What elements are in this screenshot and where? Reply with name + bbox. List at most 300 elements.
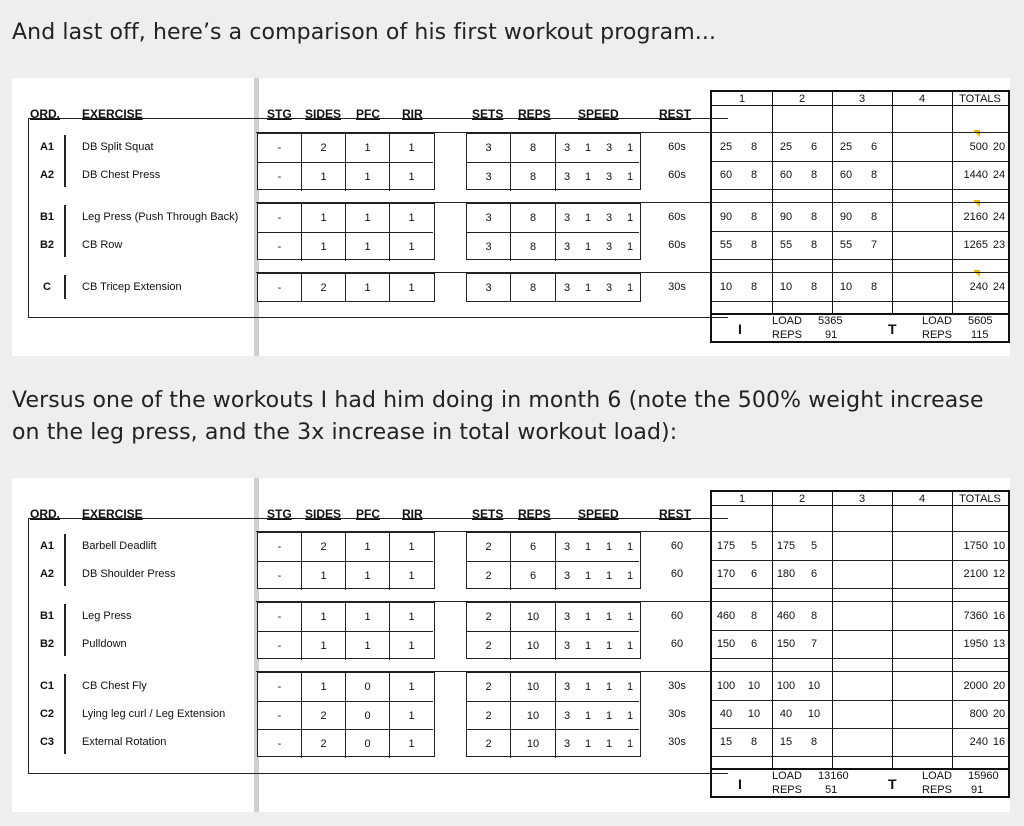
sides-value: 1 (302, 204, 346, 232)
sides-value: 2 (302, 533, 346, 561)
total-load: 1440 (963, 169, 988, 181)
group-bracket (64, 674, 66, 754)
order-label: B1 (39, 610, 55, 622)
total-load: 2000 (963, 680, 988, 692)
summary-t-load-value: 15960 (968, 770, 999, 782)
order-label: C1 (39, 680, 55, 692)
tempo-digit: 1 (584, 640, 592, 652)
header-stg: STG (267, 507, 292, 521)
pfc-value: 0 (346, 673, 390, 701)
week-2-load: 150 (776, 638, 796, 650)
pfc-value: 0 (346, 730, 390, 758)
speed-value (556, 533, 639, 561)
sides-value: 1 (302, 562, 346, 590)
tempo-digit: 3 (563, 710, 571, 722)
exercise-name: CB Tricep Extension (82, 281, 182, 293)
rest-value: 30s (668, 680, 686, 692)
speed-value (556, 204, 639, 232)
week-2-load: 180 (776, 568, 796, 580)
load-row (467, 274, 639, 302)
week-2-reps: 8 (810, 610, 818, 622)
reps-value: 8 (511, 163, 556, 191)
summary-total-label: T (888, 321, 897, 337)
load-box (466, 203, 641, 260)
weekly-log-header (712, 490, 1008, 506)
tempo-digit: 3 (563, 212, 571, 224)
tempo-digit: 1 (605, 681, 613, 693)
week-3-load: 60 (839, 169, 853, 181)
rest-value: 60 (670, 540, 684, 552)
sets-value: 2 (467, 702, 511, 730)
tempo-digit: 1 (605, 570, 613, 582)
pfc-value: 1 (346, 163, 390, 191)
load-row (467, 204, 639, 232)
tempo-digit: 1 (605, 541, 613, 553)
week-2-load: 175 (776, 540, 796, 552)
weekly-log-header (712, 90, 1008, 106)
week-2-load: 10 (779, 281, 793, 293)
load-box (466, 672, 641, 757)
total-load: 500 (969, 141, 988, 153)
exercise-name: Leg Press (82, 610, 132, 622)
tempo-digit: 3 (563, 570, 571, 582)
weekly-log-row-line (712, 601, 1008, 602)
caption-month-six: Versus one of the workouts I had him doing in month 6 (note the 500% weight increase on the leg press, and the 3x increase in total workout load): (12, 388, 984, 445)
sets-value: 3 (467, 163, 511, 191)
week-1-reps: 10 (747, 708, 761, 720)
header-totals: TOTALS (959, 93, 1001, 105)
header-week-4: 4 (918, 93, 926, 105)
load-row (467, 631, 639, 659)
total-load: 2100 (963, 568, 988, 580)
week-1-reps: 8 (750, 281, 758, 293)
sides-value: 1 (302, 603, 346, 631)
week-1-reps: 5 (750, 540, 758, 552)
week-2-reps: 7 (810, 638, 818, 650)
tempo-digit: 1 (584, 710, 592, 722)
total-reps: 13 (992, 638, 1006, 650)
stg-value: - (258, 233, 302, 261)
header-reps: REPS (518, 107, 551, 121)
params-row (258, 631, 433, 659)
header-week-3: 3 (858, 493, 866, 505)
params-row (258, 274, 433, 302)
week-1-reps: 8 (750, 239, 758, 251)
week-2-reps: 8 (810, 169, 818, 181)
weekly-log-row-line (712, 588, 1008, 589)
tempo-digit: 3 (563, 640, 571, 652)
week-2-reps: 8 (810, 736, 818, 748)
tempo-digit: 1 (626, 681, 634, 693)
pfc-value: 1 (346, 274, 390, 302)
pfc-value: 1 (346, 134, 390, 162)
params-row (258, 533, 433, 561)
total-load: 1750 (963, 540, 988, 552)
header-sides: SIDES (305, 507, 342, 521)
summary-t-reps-label: REPS (922, 784, 952, 796)
tempo-digit: 1 (626, 710, 634, 722)
tempo-digit: 1 (605, 640, 613, 652)
rir-value: 1 (408, 282, 415, 294)
tempo-digit: 1 (584, 738, 592, 750)
week-1-load: 25 (719, 141, 733, 153)
total-reps: 24 (992, 169, 1006, 181)
order-label: B2 (39, 638, 55, 650)
summary-t-load-label: LOAD (922, 770, 952, 782)
params-row (258, 134, 433, 162)
params-row (258, 701, 433, 729)
params-box (257, 203, 435, 260)
order-label: C3 (39, 736, 55, 748)
rest-value: 60s (668, 239, 686, 251)
params-box (257, 602, 435, 659)
week-1-load: 90 (719, 211, 733, 223)
rest-value: 30s (668, 281, 686, 293)
sets-value: 2 (467, 673, 511, 701)
rir-value: 1 (408, 710, 415, 722)
tempo-digit: 3 (563, 681, 571, 693)
tempo-digit: 1 (626, 171, 634, 183)
speed-value (556, 274, 639, 302)
week-2-load: 460 (776, 610, 796, 622)
week-3-reps: 8 (870, 281, 878, 293)
week-2-reps: 8 (810, 281, 818, 293)
tempo-digit: 1 (626, 541, 634, 553)
params-box (257, 672, 435, 757)
load-row (467, 729, 639, 757)
tempo-digit: 1 (626, 142, 634, 154)
exercise-name: CB Row (82, 239, 123, 251)
tempo-digit: 1 (626, 282, 634, 294)
exercise-name: Lying leg curl / Leg Extension (82, 708, 226, 720)
total-load: 2160 (963, 211, 988, 223)
load-box (466, 273, 641, 302)
week-2-reps: 8 (810, 239, 818, 251)
summary-box (710, 313, 1010, 343)
week-3-load: 10 (839, 281, 853, 293)
pfc-value: 1 (346, 632, 390, 660)
reps-value: 8 (511, 134, 556, 162)
stg-value: - (258, 730, 302, 758)
sets-value: 3 (467, 134, 511, 162)
week-3-load: 55 (839, 239, 853, 251)
load-row (467, 673, 639, 701)
tempo-digit: 1 (605, 710, 613, 722)
header-speed: SPEED (578, 107, 619, 121)
stg-value: - (258, 134, 302, 162)
weekly-log-row-line (712, 132, 1008, 133)
load-row (467, 533, 639, 561)
summary-initial-label: I (738, 321, 742, 337)
rest-value: 60s (668, 211, 686, 223)
reps-value: 10 (511, 632, 556, 660)
tempo-digit: 1 (584, 611, 592, 623)
stg-value: - (258, 603, 302, 631)
exercise-name: DB Shoulder Press (82, 568, 176, 580)
summary-i-load-value: 13160 (818, 770, 849, 782)
speed-value (556, 233, 639, 261)
load-row (467, 561, 639, 589)
reps-value: 8 (511, 204, 556, 232)
total-load: 1950 (963, 638, 988, 650)
week-2-reps: 10 (807, 708, 821, 720)
tempo-digit: 1 (584, 541, 592, 553)
speed-value (556, 673, 639, 701)
sets-value: 2 (467, 632, 511, 660)
header-week-1: 1 (738, 93, 746, 105)
load-row (467, 701, 639, 729)
week-2-load: 90 (779, 211, 793, 223)
sets-value: 2 (467, 562, 511, 590)
order-label: B1 (39, 211, 55, 223)
params-row (258, 673, 433, 701)
header-totals: TOTALS (959, 493, 1001, 505)
summary-t-reps-value: 115 (971, 329, 989, 341)
caption-first-program: And last off, here’s a comparison of his first workout program... (12, 20, 717, 45)
week-1-load: 10 (719, 281, 733, 293)
load-box (466, 532, 641, 589)
total-load: 240 (969, 736, 988, 748)
header-exercise: EXERCISE (82, 507, 143, 521)
speed-value (556, 702, 639, 730)
tempo-digit: 3 (563, 142, 571, 154)
exercise-name: DB Chest Press (82, 169, 161, 181)
week-2-load: 55 (779, 239, 793, 251)
week-1-reps: 6 (750, 568, 758, 580)
tempo-digit: 1 (626, 738, 634, 750)
summary-i-reps-label: REPS (772, 784, 802, 796)
week-2-load: 25 (779, 141, 793, 153)
params-box (257, 532, 435, 589)
week-3-reps: 8 (870, 211, 878, 223)
summary-i-reps-label: REPS (772, 329, 802, 341)
group-bracket (64, 135, 66, 187)
rir-value: 1 (408, 212, 415, 224)
tempo-digit: 3 (563, 241, 571, 253)
tempo-digit: 1 (584, 241, 592, 253)
order-label: A1 (39, 540, 55, 552)
order-label: C2 (39, 708, 55, 720)
tempo-digit: 3 (563, 541, 571, 553)
header-rest: REST (659, 507, 692, 521)
header-stg: STG (267, 107, 292, 121)
exercise-name: External Rotation (82, 736, 167, 748)
summary-box (710, 768, 1010, 798)
summary-initial-label: I (738, 776, 742, 792)
order-label: A1 (39, 141, 55, 153)
rest-value: 30s (668, 736, 686, 748)
sets-value: 3 (467, 274, 511, 302)
group-bracket (64, 275, 66, 299)
summary-i-load-label: LOAD (772, 315, 802, 327)
rest-value: 60 (670, 638, 684, 650)
rir-value: 1 (408, 570, 415, 582)
params-row (258, 603, 433, 631)
summary-t-load-label: LOAD (922, 315, 952, 327)
week-2-reps: 8 (810, 211, 818, 223)
tempo-digit: 3 (563, 738, 571, 750)
group-bracket (64, 534, 66, 586)
week-1-load: 175 (716, 540, 736, 552)
params-row (258, 204, 433, 232)
tempo-digit: 1 (584, 681, 592, 693)
reps-value: 10 (511, 673, 556, 701)
speed-value (556, 562, 639, 590)
header-ord: ORD. (30, 507, 60, 521)
pfc-value: 1 (346, 533, 390, 561)
speed-value (556, 632, 639, 660)
params-row (258, 729, 433, 757)
tempo-digit: 1 (584, 282, 592, 294)
week-1-load: 60 (719, 169, 733, 181)
sets-value: 3 (467, 233, 511, 261)
week-1-reps: 6 (750, 638, 758, 650)
pfc-value: 1 (346, 204, 390, 232)
weekly-log-row-line (712, 272, 1008, 273)
sides-value: 2 (302, 702, 346, 730)
sides-value: 2 (302, 730, 346, 758)
sets-value: 2 (467, 730, 511, 758)
week-3-load: 90 (839, 211, 853, 223)
tempo-digit: 3 (605, 241, 613, 253)
exercise-name: Barbell Deadlift (82, 540, 157, 552)
stg-value: - (258, 163, 302, 191)
tempo-digit: 3 (563, 611, 571, 623)
weekly-log-row-line (712, 259, 1008, 260)
total-reps: 16 (992, 610, 1006, 622)
total-reps: 20 (992, 680, 1006, 692)
weekly-log-row-line (712, 531, 1008, 532)
reps-value: 10 (511, 730, 556, 758)
params-row (258, 232, 433, 260)
tempo-digit: 3 (605, 282, 613, 294)
reps-value: 10 (511, 603, 556, 631)
summary-t-reps-label: REPS (922, 329, 952, 341)
params-row (258, 561, 433, 589)
week-2-reps: 10 (807, 680, 821, 692)
header-rir: RIR (402, 107, 423, 121)
total-reps: 20 (992, 141, 1006, 153)
week-1-load: 170 (716, 568, 736, 580)
params-row (258, 162, 433, 190)
header-pfc: PFC (356, 507, 380, 521)
speed-value (556, 603, 639, 631)
header-week-2: 2 (798, 493, 806, 505)
sides-value: 2 (302, 134, 346, 162)
stg-value: - (258, 204, 302, 232)
rir-value: 1 (408, 142, 415, 154)
sides-value: 1 (302, 163, 346, 191)
sides-value: 1 (302, 673, 346, 701)
header-week-1: 1 (738, 493, 746, 505)
week-2-reps: 5 (810, 540, 818, 552)
summary-t-reps-value: 91 (971, 784, 984, 796)
week-1-load: 150 (716, 638, 736, 650)
tempo-digit: 1 (626, 212, 634, 224)
tempo-digit: 1 (584, 171, 592, 183)
exercise-name: DB Split Squat (82, 141, 154, 153)
order-label: B2 (39, 239, 55, 251)
tempo-digit: 1 (584, 212, 592, 224)
sides-value: 1 (302, 233, 346, 261)
first-workout-program-sheet (12, 78, 1010, 356)
order-label: A2 (39, 568, 55, 580)
week-2-reps: 6 (810, 141, 818, 153)
rir-value: 1 (408, 640, 415, 652)
pfc-value: 0 (346, 702, 390, 730)
sides-value: 1 (302, 632, 346, 660)
week-2-reps: 6 (810, 568, 818, 580)
stg-value: - (258, 673, 302, 701)
reps-value: 8 (511, 274, 556, 302)
header-rest: REST (659, 107, 692, 121)
order-label: A2 (39, 169, 55, 181)
tempo-digit: 1 (626, 241, 634, 253)
week-3-reps: 7 (870, 239, 878, 251)
month-six-workout-sheet (12, 478, 1010, 812)
total-reps: 23 (992, 239, 1006, 251)
tempo-digit: 1 (584, 570, 592, 582)
header-exercise: EXERCISE (82, 107, 143, 121)
weekly-log-row-line (712, 202, 1008, 203)
tempo-digit: 1 (605, 611, 613, 623)
tempo-digit: 1 (584, 142, 592, 154)
params-box (257, 273, 435, 302)
header-ord: ORD. (30, 107, 60, 121)
load-row (467, 134, 639, 162)
params-box (257, 133, 435, 190)
pfc-value: 1 (346, 603, 390, 631)
week-1-reps: 8 (750, 610, 758, 622)
rir-value: 1 (408, 171, 415, 183)
stg-value: - (258, 533, 302, 561)
week-2-load: 15 (779, 736, 793, 748)
header-speed: SPEED (578, 507, 619, 521)
rir-value: 1 (408, 241, 415, 253)
header-sets: SETS (472, 507, 504, 521)
summary-i-reps-value: 91 (825, 329, 838, 341)
sets-value: 2 (467, 603, 511, 631)
sides-value: 2 (302, 274, 346, 302)
rest-value: 60 (670, 568, 684, 580)
load-row (467, 232, 639, 260)
header-week-3: 3 (858, 93, 866, 105)
weekly-log-row-line (712, 671, 1008, 672)
total-reps: 10 (992, 540, 1006, 552)
stg-value: - (258, 632, 302, 660)
tempo-digit: 3 (605, 212, 613, 224)
summary-i-reps-value: 51 (825, 784, 838, 796)
total-reps: 20 (992, 708, 1006, 720)
exercise-name: Leg Press (Push Through Back) (82, 211, 239, 223)
summary-total-label: T (888, 776, 897, 792)
rest-value: 60s (668, 169, 686, 181)
reps-value: 8 (511, 233, 556, 261)
rest-value: 30s (668, 708, 686, 720)
tempo-digit: 1 (626, 611, 634, 623)
week-2-load: 40 (779, 708, 793, 720)
week-1-reps: 8 (750, 141, 758, 153)
week-1-load: 40 (719, 708, 733, 720)
week-3-reps: 6 (870, 141, 878, 153)
week-1-load: 460 (716, 610, 736, 622)
tempo-digit: 3 (605, 171, 613, 183)
header-week-2: 2 (798, 93, 806, 105)
total-load: 7360 (963, 610, 988, 622)
week-1-reps: 8 (750, 736, 758, 748)
weekly-log-row-line (712, 756, 1008, 757)
weekly-log-row-line (712, 658, 1008, 659)
